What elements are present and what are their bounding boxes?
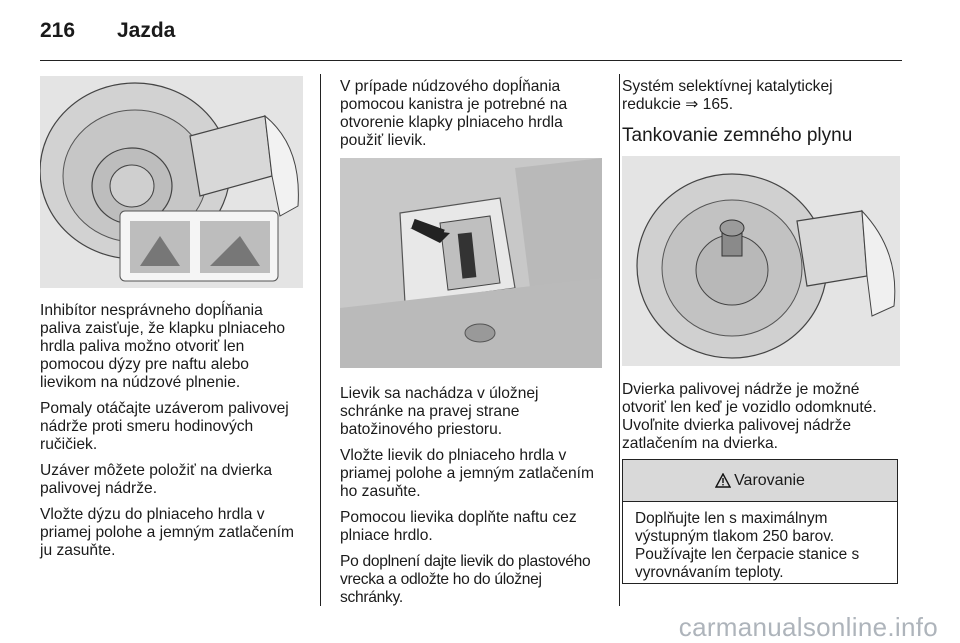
col1-paragraph-2: Pomaly otáčajte uzáverom palivovej nádrže proti smeru hodinových ručičiek. [40, 400, 289, 453]
col2-intro: V prípade núdzového dopĺňania pomocou kanistra je potrebné na otvorenie klapky plniaceho hrdla použiť lievik. [340, 78, 568, 149]
col2-paragraph-1: Lievik sa nachádza v úložnej schránke na pravej strane batožinového priestoru. [340, 385, 539, 438]
col3-paragraph: Dvierka palivovej nádrže je možné otvoriť len keď je vozidlo odomknuté. Uvoľnite dvierka palivovej nádrže zatlačením na dvierka. [622, 381, 877, 452]
col2-paragraph-4: Po doplnení dajte lievik do plastového vrecka a odložte ho do úložnej schránky. [340, 553, 591, 606]
col1-paragraph-4: Vložte dýzu do plniaceho hrdla v priamej polohe a jemným zatlačením ju zasuňte. [40, 506, 294, 559]
warning-header [623, 460, 897, 502]
gas-filler-illustration [622, 156, 900, 366]
col1-paragraph-3: Uzáver môžete položiť na dvierka palivovej nádrže. [40, 462, 273, 497]
watermark: carmanualsonline.info [678, 612, 938, 642]
page-title: Jazda [117, 19, 176, 42]
fuel-filler-illustration [40, 76, 303, 288]
warning-title: Varovanie [734, 471, 805, 489]
col2-paragraph-2: Vložte lievik do plniaceho hrdla v priamej polohe a jemným zatlačením ho zasuňte. [340, 447, 594, 500]
warning-box [622, 459, 898, 584]
column-divider-2 [619, 74, 620, 606]
luggage-compartment-illustration [340, 158, 602, 368]
section-heading: Tankovanie zemného plynu [622, 125, 853, 146]
col1-paragraph-1: Inhibítor nesprávneho dopĺňania paliva zaisťuje, že klapku plniaceho hrdla paliva možno otvoriť len pomocou dýzy pre naftu alebo lievikom na núdzové plnenie. [40, 302, 286, 391]
col2-paragraph-3: Pomocou lievika doplňte naftu cez plniace hrdlo. [340, 509, 577, 544]
header-rule [40, 60, 902, 61]
col3-intro: Systém selektívnej katalytickej redukcie ⇒ 165. [622, 78, 833, 113]
page-number: 216 [40, 19, 76, 42]
warning-text: Doplňujte len s maximálnym výstupným tlakom 250 barov. Používajte len čerpacie stanice s vyrovnávaním teploty. [635, 510, 860, 581]
column-divider-1 [320, 74, 321, 606]
warning-triangle-icon [715, 473, 731, 488]
